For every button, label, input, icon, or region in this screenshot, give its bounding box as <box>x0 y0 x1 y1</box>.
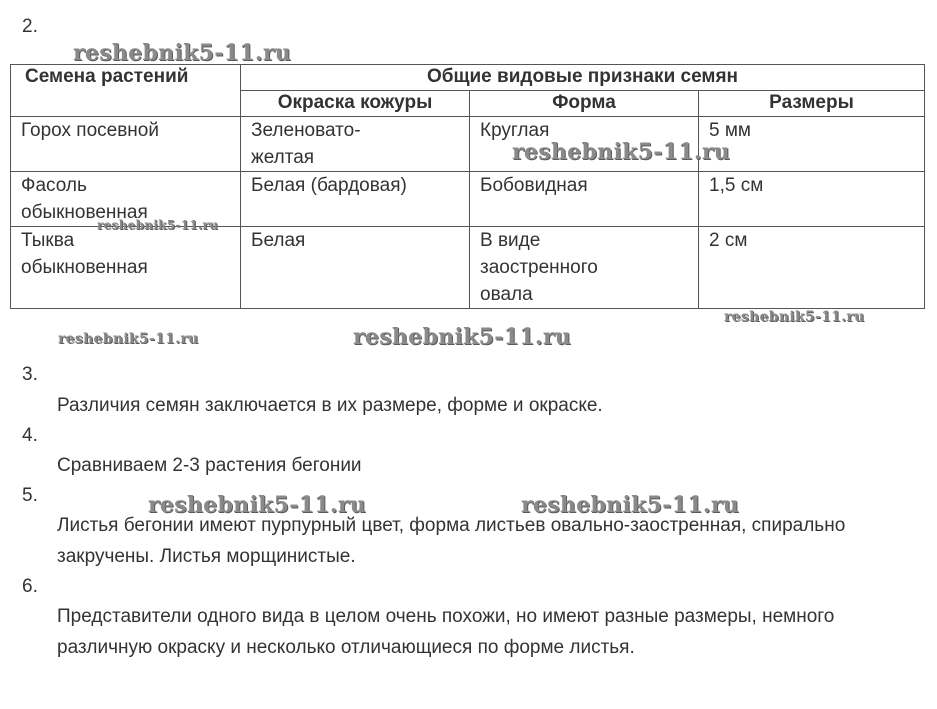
cell-color: Зеленовато- желтая <box>241 117 470 172</box>
cell-shape: Бобовидная <box>470 172 699 227</box>
table-row <box>11 117 925 172</box>
cell-size: 1,5 см <box>699 172 925 227</box>
watermark: reshebnik5-11.ru <box>353 324 572 350</box>
header-seeds: Семена растений <box>11 65 241 117</box>
answer-4: Сравниваем 2-3 растения бегонии <box>57 455 362 476</box>
table-header-row <box>11 65 925 91</box>
answer-5: Листья бегонии имеют пурпурный цвет, форма листьев овально-заостренная, спирально закручены. Листья морщинистые. <box>57 515 846 567</box>
answer-3: Различия семян заключается в их размере, форме и окраске. <box>57 395 603 416</box>
header-color: Окраска кожуры <box>241 91 470 117</box>
seeds-table <box>10 64 925 309</box>
watermark: reshebnik5-11.ru <box>724 309 865 325</box>
cell-color: Белая (бардовая) <box>241 172 470 227</box>
item-number-3: 3. <box>22 364 38 385</box>
watermark: reshebnik5-11.ru <box>521 492 740 518</box>
header-shape: Форма <box>470 91 699 117</box>
header-size: Размеры <box>699 91 925 117</box>
header-group: Общие видовые признаки семян <box>241 65 925 91</box>
item-number-4: 4. <box>22 425 38 446</box>
cell-shape: В виде заостренного овала <box>470 227 699 309</box>
cell-size: 2 см <box>699 227 925 309</box>
watermark: reshebnik5-11.ru <box>58 331 199 347</box>
item-number-2: 2. <box>22 16 38 37</box>
cell-color: Белая <box>241 227 470 309</box>
cell-name: Горох посевной <box>11 117 241 172</box>
watermark: reshebnik5-11.ru <box>73 40 292 66</box>
watermark: reshebnik5-11.ru <box>148 492 367 518</box>
table-row <box>11 227 925 309</box>
watermark: reshebnik5-11.ru <box>512 139 731 165</box>
cell-name: Фасоль обыкновенная <box>11 172 241 227</box>
cell-size: 5 мм <box>699 117 925 172</box>
cell-name: Тыква обыкновенная <box>11 227 241 309</box>
cell-shape: Круглая <box>470 117 699 172</box>
answer-6: Представители одного вида в целом очень похожи, но имеют разные размеры, немного различную окраску и несколько отличающиеся по форме листья. <box>57 606 835 658</box>
item-number-6: 6. <box>22 576 38 597</box>
watermark: reshebnik5-11.ru <box>97 218 219 232</box>
item-number-5: 5. <box>22 485 38 506</box>
